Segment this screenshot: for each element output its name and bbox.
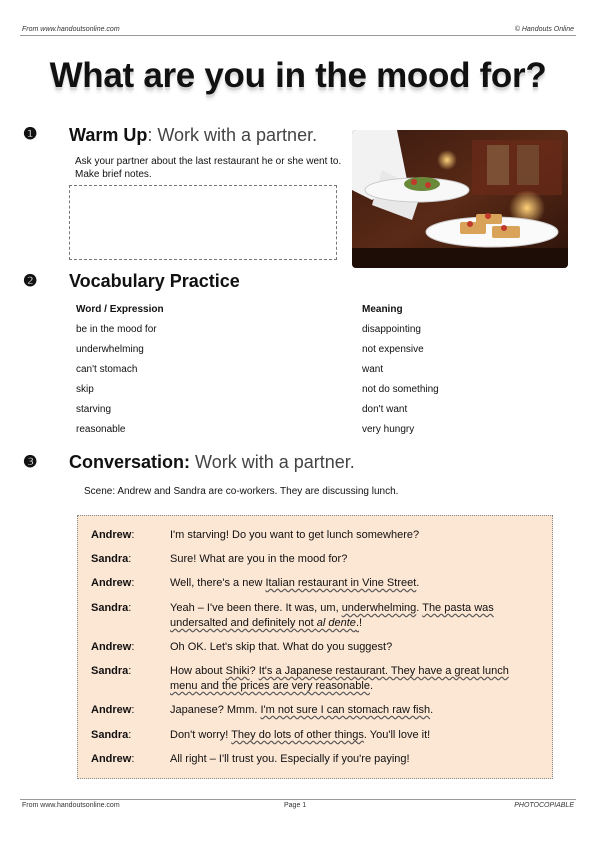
underlined-phrase: underwhelming <box>341 602 417 614</box>
vocab-word: starving <box>76 404 112 415</box>
underlined-phrase: I'm not sure I can stomach raw fish <box>260 704 431 716</box>
page-title: What are you in the mood for? <box>49 56 547 95</box>
dialogue-line <box>170 576 538 591</box>
section-3-number: ❸ <box>23 454 38 471</box>
speaker-name: Andrew: <box>91 529 135 541</box>
underlined-phrase: al dente <box>316 617 356 629</box>
dialogue-text: . You'll love it! <box>363 729 431 741</box>
speaker-name: Andrew: <box>91 577 135 589</box>
dialogue-text: . <box>430 704 434 716</box>
vocab-word: can't stomach <box>76 364 138 375</box>
waiter-plates-image <box>352 130 568 268</box>
dialogue-line <box>170 664 538 694</box>
dialogue-text: All right – I'll trust you. Especially if you're paying! <box>170 753 410 765</box>
dialogue-text: Sure! What are you in the mood for? <box>170 553 348 565</box>
dialogue-text: Yeah – I've been there. It was, um, <box>170 602 342 614</box>
speaker-name: Sandra: <box>91 729 132 741</box>
vocab-meaning: not expensive <box>362 344 424 355</box>
section-3-heading <box>69 452 355 473</box>
conversation-scene: Scene: Andrew and Sandra are co-workers. They are discussing lunch. <box>84 486 399 497</box>
dialogue-text: . <box>416 602 423 614</box>
underlined-phrase: It's a Japanese restaurant. They have a great lunch menu and the prices are very reasonable <box>170 665 509 692</box>
speaker-name: Sandra: <box>91 602 132 614</box>
speaker-name: Andrew: <box>91 704 135 716</box>
dialogue-line <box>170 752 538 767</box>
footer-photocopiable: PHOTOCOPIABLE <box>514 802 574 809</box>
restaurant-photo <box>352 130 568 268</box>
header-rule <box>20 35 576 36</box>
dialogue-line <box>170 703 538 718</box>
warmup-instruction: Ask your partner about the last restaurant he or she went to. Make brief notes. <box>75 156 342 180</box>
underlined-phrase: . <box>355 617 359 629</box>
dialogue-text: Don't worry! <box>170 729 232 741</box>
speaker-name: Sandra: <box>91 665 132 677</box>
speaker-name: Sandra: <box>91 553 132 565</box>
vocab-meaning-header: Meaning <box>362 304 403 315</box>
vocab-word-header: Word / Expression <box>76 304 164 315</box>
vocab-word: be in the mood for <box>76 324 157 335</box>
vocab-meaning: disappointing <box>362 324 421 335</box>
vocab-word: underwhelming <box>76 344 144 355</box>
underlined-phrase: Shiki <box>225 665 250 677</box>
dialogue-line <box>170 601 538 631</box>
dialogue-line <box>170 552 538 567</box>
underlined-phrase: Italian restaurant in Vine Street <box>265 577 417 589</box>
section-1-subtitle: : Work with a partner. <box>147 125 318 145</box>
section-3-title: Conversation: <box>69 452 191 472</box>
section-1-heading <box>69 125 317 146</box>
speaker-name: Andrew: <box>91 753 135 765</box>
dialogue-text: ? <box>249 665 259 677</box>
dialogue-text: Well, there's a new <box>170 577 266 589</box>
dialogue-text: Oh OK. Let's skip that. What do you suggest? <box>170 641 393 653</box>
notes-box[interactable] <box>69 185 337 260</box>
section-1-title: Warm Up <box>69 125 148 145</box>
vocab-word: reasonable <box>76 424 126 435</box>
vocab-meaning: very hungry <box>362 424 415 435</box>
section-2-number: ❷ <box>23 273 38 290</box>
header-source: From www.handoutsonline.com <box>22 26 120 33</box>
underlined-phrase: They do lots of other things <box>231 729 364 741</box>
conversation-box <box>77 515 553 779</box>
dialogue-text: . <box>416 577 420 589</box>
dialogue-text: Japanese? Mmm. <box>170 704 261 716</box>
dialogue-text: . <box>369 680 374 692</box>
section-1-number: ❶ <box>23 126 38 143</box>
section-3-subtitle: Work with a partner. <box>190 452 355 472</box>
footer-page-number: Page 1 <box>284 802 307 809</box>
vocab-meaning: want <box>362 364 384 375</box>
section-2-title: Vocabulary Practice <box>69 271 240 291</box>
footer-source: From www.handoutsonline.com <box>22 802 120 809</box>
footer-rule <box>20 799 576 800</box>
dialogue-line <box>170 728 538 743</box>
speaker-name: Andrew: <box>91 641 135 653</box>
dialogue-line <box>170 640 538 655</box>
dialogue-text: How about <box>170 665 226 677</box>
dialogue-line <box>170 528 538 543</box>
header-copyright: © Handouts Online <box>514 26 574 33</box>
vocab-meaning: don't want <box>362 404 408 415</box>
dialogue-text: ! <box>359 617 363 629</box>
vocab-word: skip <box>76 384 94 395</box>
dialogue-text: I'm starving! Do you want to get lunch somewhere? <box>170 529 420 541</box>
underlined-phrase: The pasta was undersalted and definitely not <box>170 602 494 629</box>
vocab-meaning: not do something <box>362 384 439 395</box>
